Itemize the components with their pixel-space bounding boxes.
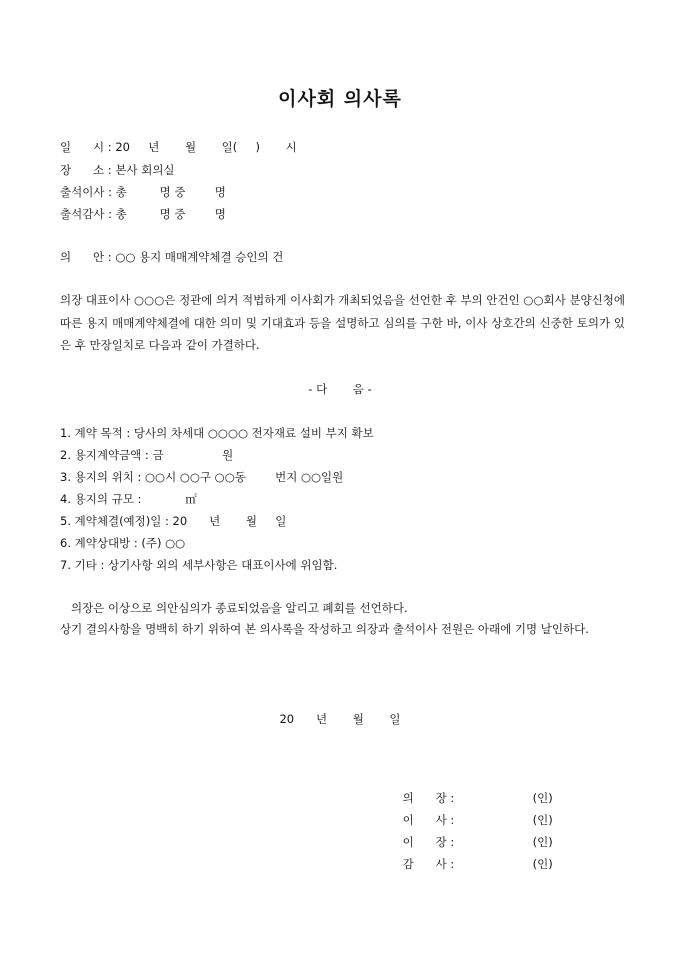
closing-paragraph: 의장은 이상으로 의안심의가 종료되었음을 알리고 폐회를 선언하다. [60, 601, 408, 615]
signature-role: 감 사 : [402, 857, 455, 871]
closing-paragraph-2: 상기 결의사항을 명백히 하기 위하여 본 의사록을 작성하고 의장과 출석이사 전원은 아래에 기명 날인하다. [60, 622, 589, 636]
list-item: 6. 계약상대방 : (주) ○○ [60, 536, 186, 550]
list-item: 3. 용지의 위치 : ○○시 ○○구 ○○동 번지 ○○일원 [60, 470, 344, 484]
seal-mark: (인) [532, 857, 553, 871]
list-item: 7. 기타 : 상기사항 외의 세부사항은 대표이사에 위임함. [60, 558, 338, 572]
seal-mark: (인) [532, 813, 553, 827]
list-item: 1. 계약 목적 : 당사의 차세대 ○○○○ 전자재료 설비 부지 확보 [60, 426, 374, 440]
list-item: 2. 용지계약금액 : 금 원 [60, 448, 234, 462]
signature-role: 이 사 : [402, 813, 455, 827]
signature-role: 의 장 : [402, 791, 455, 805]
list-item: 4. 용지의 규모 : ㎡ [60, 492, 197, 506]
attending-auditors: 출석감사 : 총 명 중 명 [60, 207, 226, 221]
document-title: 이사회 의사록 [278, 88, 402, 110]
signature-row-auditor [388, 842, 553, 886]
meeting-datetime: 일 시 : 20 년 월 일( ) 시 [60, 140, 297, 154]
intro-paragraph: 의장 대표이사 ○○○은 정관에 의거 적법하게 이사회가 개최되었음을 선언한 후 부의 안건인 ○○회사 분양신청에 따른 용지 매매계약체결에 대한 의미 및 기대효과 등을 설명하고 심의를 구한 바, 이사 상호간의 신중한 토의가 있은 후 만장일치로 다음과 같이 가결하다. [60, 293, 625, 352]
seal-mark: (인) [532, 791, 553, 805]
signature-role: 이 장 : [402, 835, 455, 849]
agenda-line: 의 안 : ○○ 용지 매매계약체결 승인의 건 [60, 250, 284, 264]
list-item: 5. 계약체결(예정)일 : 20 년 월 일 [60, 514, 287, 528]
meeting-place: 장 소 : 본사 회의실 [60, 163, 175, 177]
signing-date: 20 년 월 일 [279, 712, 401, 726]
attending-directors: 출석이사 : 총 명 중 명 [60, 185, 226, 199]
seal-mark: (인) [532, 835, 553, 849]
section-heading: - 다 음 - [308, 382, 372, 396]
